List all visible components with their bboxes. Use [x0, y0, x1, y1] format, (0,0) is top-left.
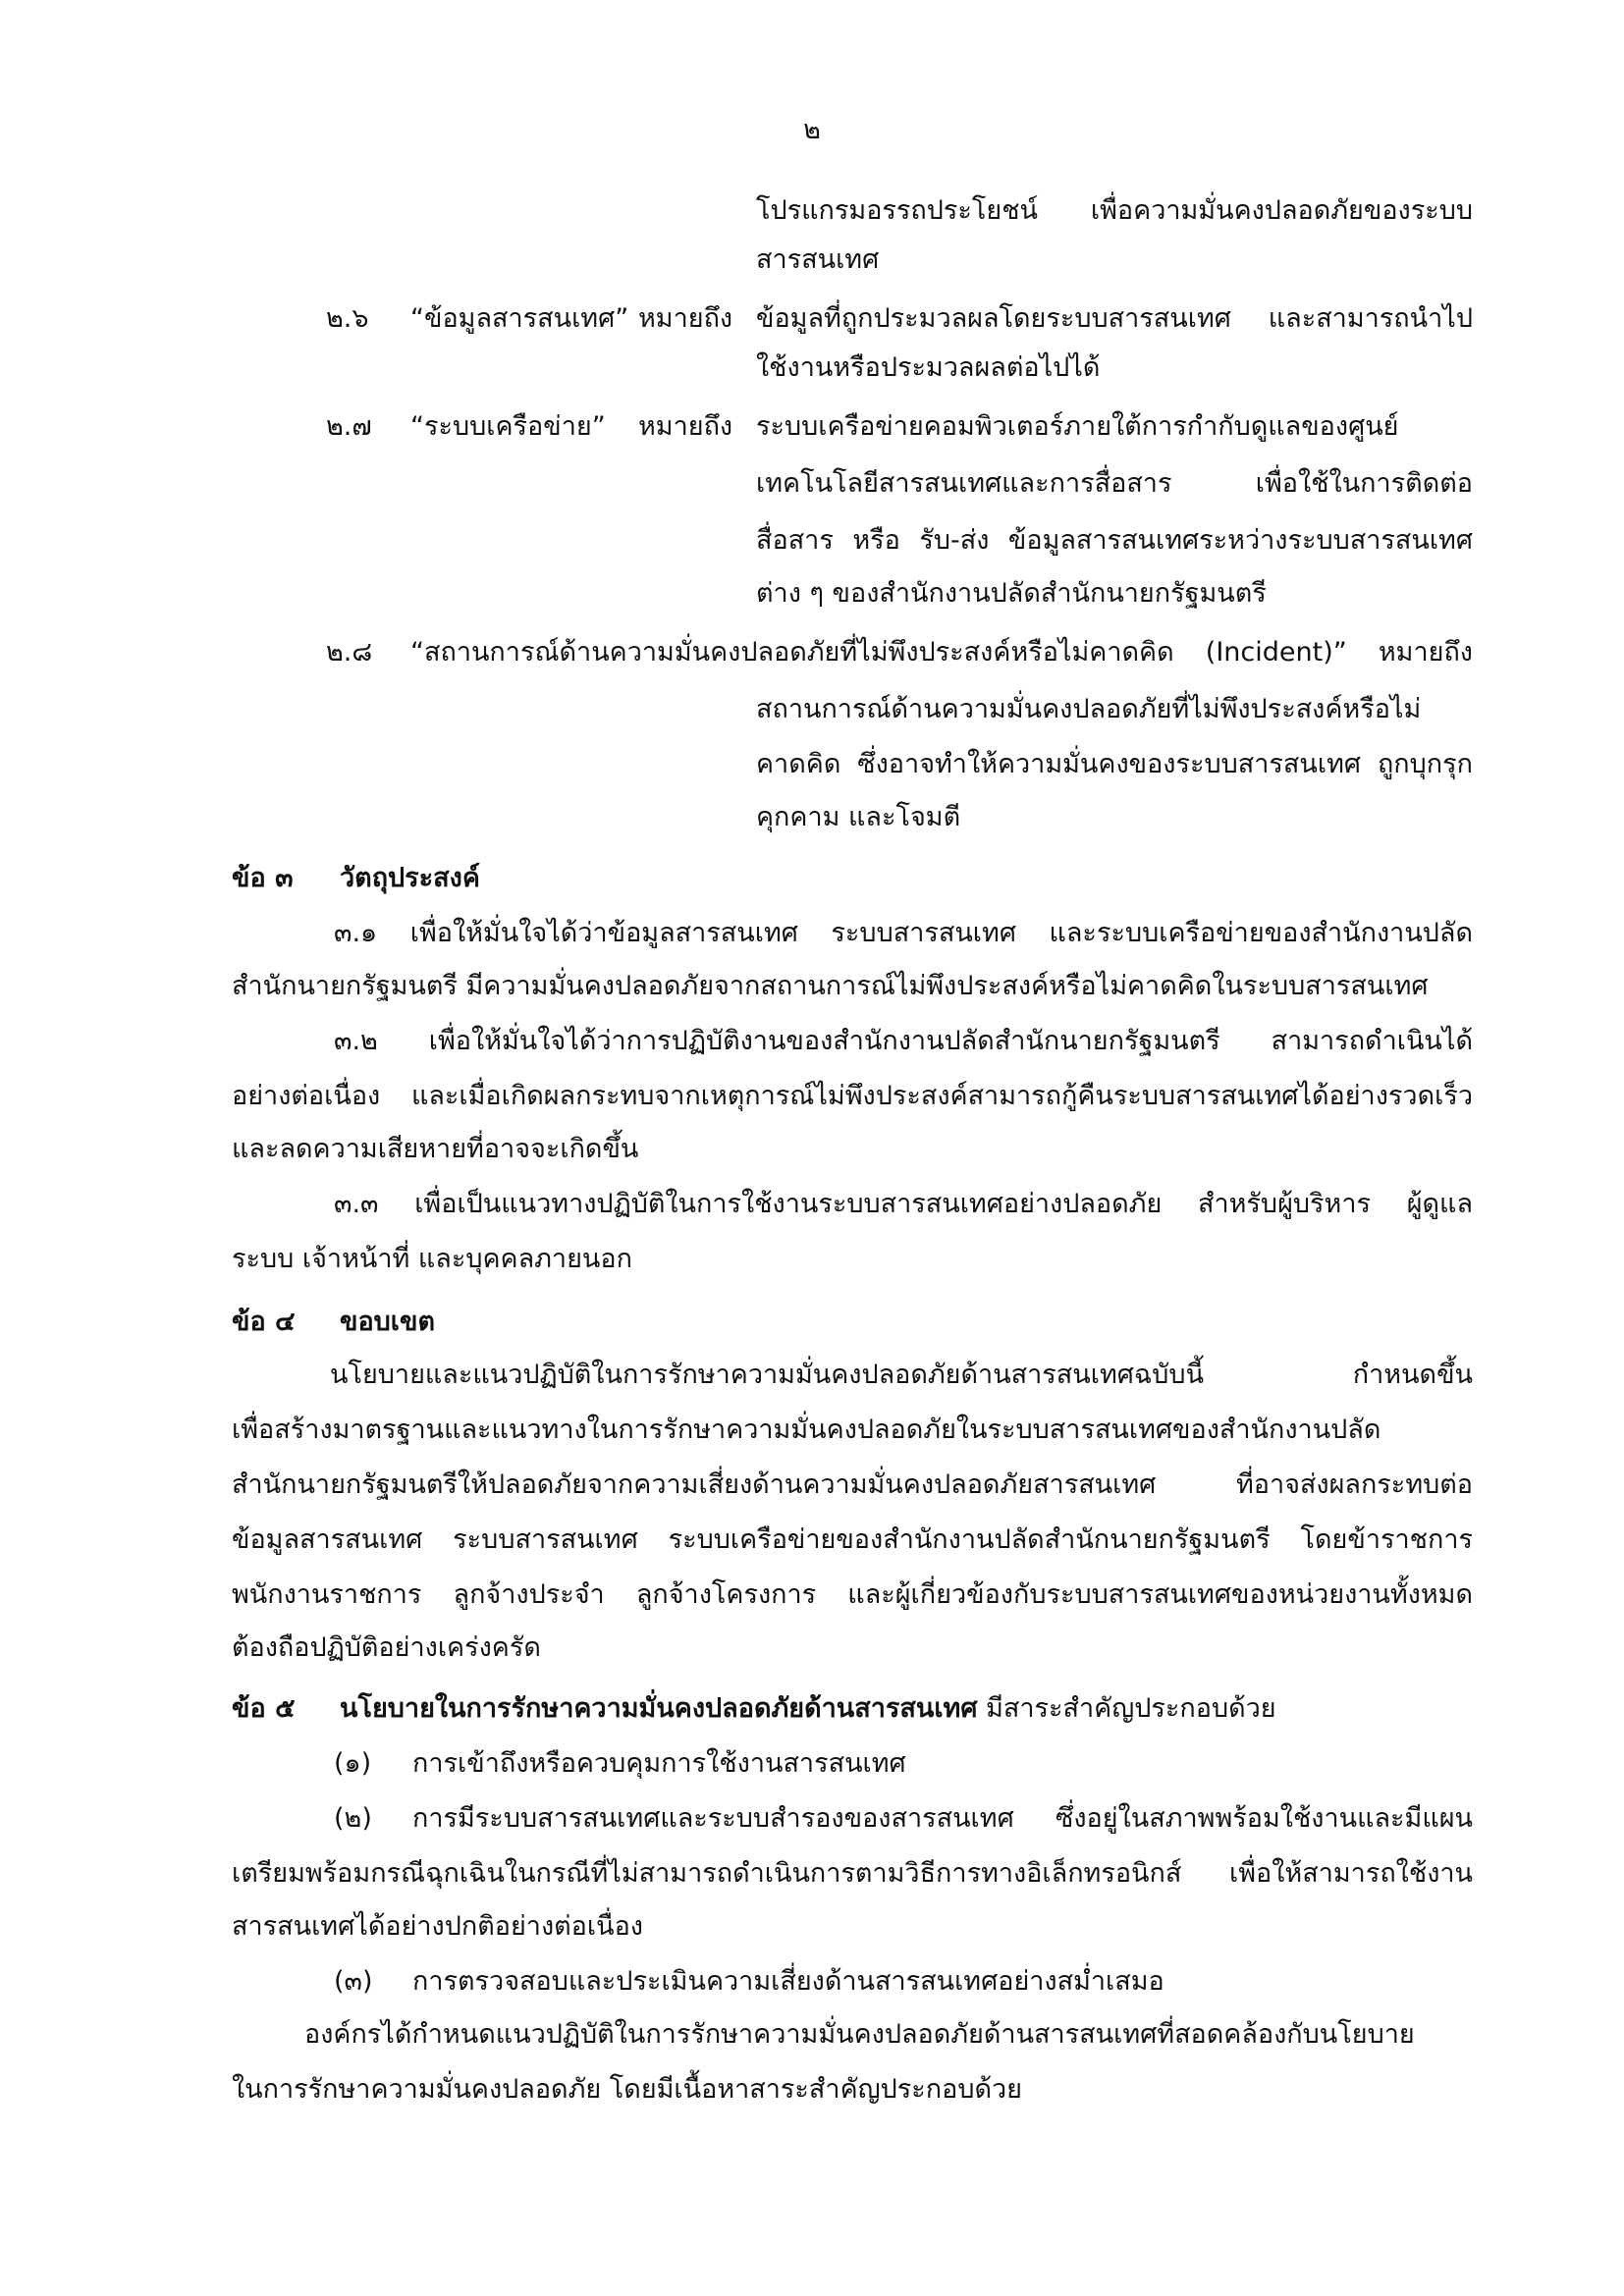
section-5-item-number: (๓): [334, 1966, 373, 1997]
definition-continuation-line: โปรแกรมอรรถประโยชน์ เพื่อความมั่นคงปลอดภัยของระบบ: [756, 195, 1473, 226]
section-5-item-text: การเข้าถึงหรือควบคุมการใช้งานสารสนเทศ: [412, 1748, 906, 1779]
section-5-closing-line: ในการรักษาความมั่นคงปลอดภัย โดยมีเนื้อหาสาระสำคัญประกอบด้วย: [232, 2074, 1023, 2105]
definition-means: หมายถึง: [638, 411, 733, 442]
definition-line: ต่าง ๆ ของสำนักงานปลัดสำนักนายกรัฐมนตรี: [756, 578, 1267, 609]
section-3-paragraph-line: สำนักนายกรัฐมนตรี มีความมั่นคงปลอดภัยจากสถานการณ์ไม่พึงประสงค์หรือไม่คาดคิดในระบบสารสนเทศ: [232, 971, 1429, 1001]
section-3-number: ข้อ ๓: [232, 863, 294, 893]
definition-line: ระบบเครือข่ายคอมพิวเตอร์ภายใต้การกำกับดูแลของศูนย์: [756, 411, 1399, 442]
section-5-title-bold: นโยบายในการรักษาความมั่นคงปลอดภัยด้านสารสนเทศ: [340, 1693, 978, 1724]
section-3-paragraph-line: ๓.๓ เพื่อเป็นแนวทางปฏิบัติในการใช้งานระบบสารสนเทศอย่างปลอดภัย สำหรับผู้บริหาร ผู้ดูแล: [334, 1189, 1473, 1219]
section-4-title: ขอบเขต: [340, 1307, 436, 1337]
definition-continuation-line: สารสนเทศ: [756, 244, 880, 275]
definition-line: ใช้งานหรือประมวลผลต่อไปได้: [756, 352, 1101, 383]
definition-number: ๒.๘: [326, 637, 373, 667]
page-number: ๒: [803, 115, 821, 145]
section-3-paragraph-line: และลดความเสียหายที่อาจจะเกิดขึ้น: [232, 1134, 639, 1164]
section-5-item-continuation: เตรียมพร้อมกรณีฉุกเฉินในกรณีที่ไม่สามารถดำเนินการตามวิธีการทางอิเล็กทรอนิกส์ เพื่อให้สามารถใช้งาน: [232, 1858, 1473, 1889]
section-5-number: ข้อ ๕: [232, 1693, 296, 1724]
section-4-paragraph-line: พนักงานราชการ ลูกจ้างประจำ ลูกจ้างโครงการ และผู้เกี่ยวข้องกับระบบสารสนเทศของหน่วยงานทั้งหมด: [232, 1579, 1473, 1610]
section-5-title: [340, 1684, 1276, 1734]
definition-line: สื่อสาร หรือ รับ-ส่ง ข้อมูลสารสนเทศระหว่างระบบสารสนเทศ: [756, 525, 1473, 556]
definition-number: ๒.๗: [326, 411, 372, 442]
section-3-paragraph-line: ๓.๑ เพื่อให้มั่นใจได้ว่าข้อมูลสารสนเทศ ระบบสารสนเทศ และระบบเครือข่ายของสำนักงานปลัด: [334, 918, 1473, 948]
section-3-paragraph-line: ๓.๒ เพื่อให้มั่นใจได้ว่าการปฏิบัติงานของสำนักงานปลัดสำนักนายกรัฐมนตรี สามารถดำเนินได้: [334, 1026, 1473, 1056]
definition-number: ๒.๖: [326, 303, 369, 334]
section-5-item-number: (๑): [334, 1748, 372, 1779]
section-5-title-rest: มีสาระสำคัญประกอบด้วย: [986, 1693, 1276, 1724]
section-5-item-continuation: สารสนเทศได้อย่างปกติอย่างต่อเนื่อง: [232, 1911, 643, 1942]
section-4-paragraph-line: ข้อมูลสารสนเทศ ระบบสารสนเทศ ระบบเครือข่ายของสำนักงานปลัดสำนักนายกรัฐมนตรี โดยข้าราชการ: [232, 1524, 1473, 1555]
section-4-number: ข้อ ๔: [232, 1307, 296, 1337]
definition-line: คาดคิด ซึ่งอาจทำให้ความมั่นคงของระบบสารสนเทศ ถูกบุกรุก: [756, 749, 1473, 779]
section-5-item-number: (๒): [334, 1803, 372, 1834]
definition-line: เทคโนโลยีสารสนเทศและการสื่อสาร เพื่อใช้ในการติดต่อ: [756, 468, 1473, 499]
section-4-paragraph-line: นโยบายและแนวปฏิบัติในการรักษาความมั่นคงปลอดภัยด้านสารสนเทศฉบับนี้ กำหนดขึ้น: [330, 1360, 1473, 1390]
definition-line: คุกคาม และโจมตี: [756, 802, 961, 832]
section-5-closing-line: องค์กรได้กำหนดแนวปฏิบัติในการรักษาความมั่นคงปลอดภัยด้านสารสนเทศที่สอดคล้องกับนโยบาย: [304, 2019, 1415, 2050]
section-4-paragraph-line: สำนักนายกรัฐมนตรีให้ปลอดภัยจากความเสี่ยงด้านความมั่นคงปลอดภัยสารสนเทศ ที่อาจส่งผลกระทบต่อ: [232, 1469, 1473, 1500]
section-5-item-text: การมีระบบสารสนเทศและระบบสำรองของสารสนเทศ ซึ่งอยู่ในสภาพพร้อมใช้งานและมีแผน: [412, 1803, 1473, 1834]
definition-heading: “สถานการณ์ด้านความมั่นคงปลอดภัยที่ไม่พึงประสงค์หรือไม่คาดคิด (Incident)” หมายถึง: [410, 637, 1473, 667]
definition-term: “ข้อมูลสารสนเทศ”: [410, 303, 629, 334]
definition-term: “ระบบเครือข่าย”: [410, 411, 606, 442]
section-4-paragraph-line: เพื่อสร้างมาตรฐานและแนวทางในการรักษาความมั่นคงปลอดภัยในระบบสารสนเทศของสำนักงานปลัด: [232, 1415, 1381, 1445]
section-4-paragraph-line: ต้องถือปฏิบัติอย่างเคร่งครัด: [232, 1632, 541, 1663]
section-3-paragraph-line: อย่างต่อเนื่อง และเมื่อเกิดผลกระทบจากเหตุการณ์ไม่พึงประสงค์สามารถกู้คืนระบบสารสนเทศได้อย่างรวดเร็ว: [232, 1081, 1473, 1111]
definition-means: หมายถึง: [638, 303, 733, 334]
section-5-item-text: การตรวจสอบและประเมินความเสี่ยงด้านสารสนเทศอย่างสม่ำเสมอ: [412, 1966, 1164, 1997]
definition-line: ข้อมูลที่ถูกประมวลผลโดยระบบสารสนเทศ และสามารถนำไป: [756, 303, 1473, 334]
section-3-paragraph-line: ระบบ เจ้าหน้าที่ และบุคคลภายนอก: [232, 1244, 632, 1274]
definition-line: สถานการณ์ด้านความมั่นคงปลอดภัยที่ไม่พึงประสงค์หรือไม่: [756, 694, 1422, 724]
section-3-title: วัตถุประสงค์: [340, 863, 480, 893]
